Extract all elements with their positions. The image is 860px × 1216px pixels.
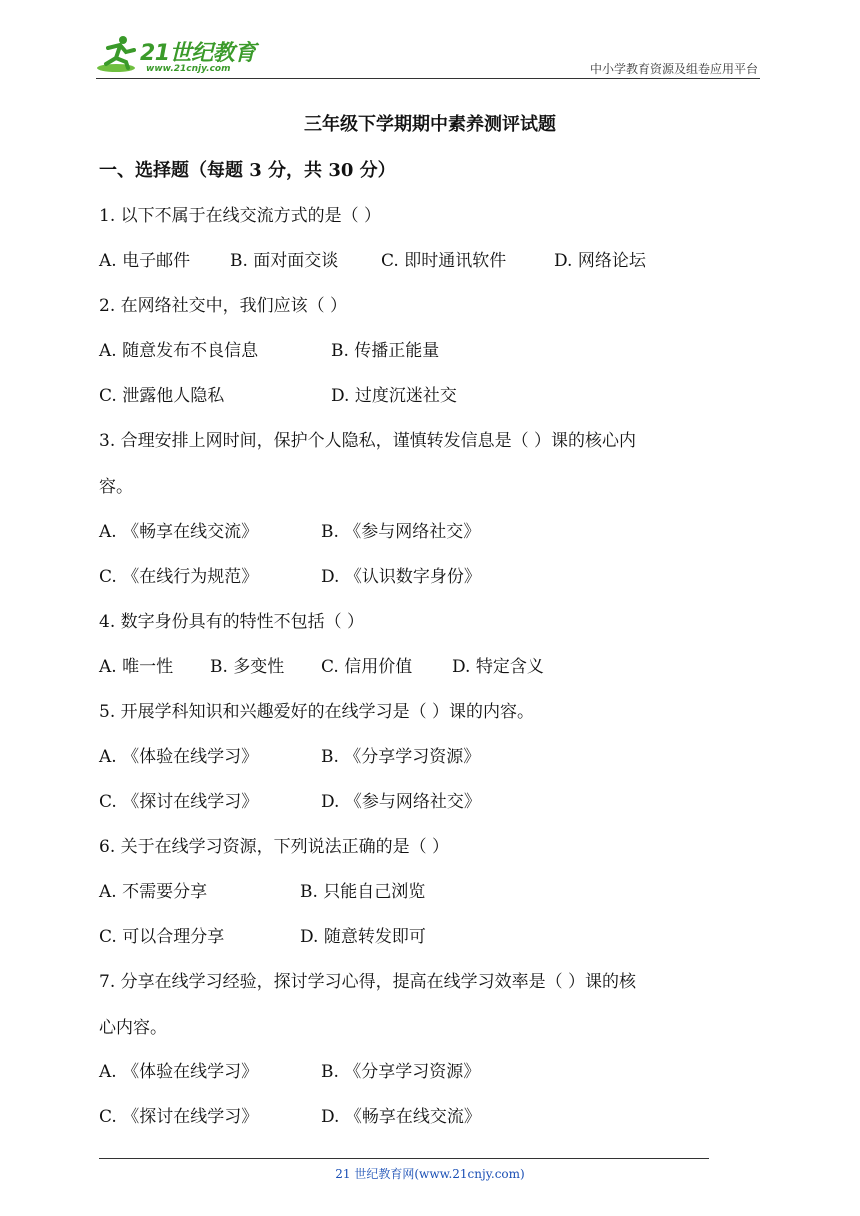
option-c: C. 《在线行为规范》: [99, 567, 259, 587]
option-d: D. 网络论坛: [554, 251, 646, 271]
question-6-stem: 6. 关于在线学习资源，下列说法正确的是（ ）: [99, 837, 450, 857]
option-b: B. 只能自己浏览: [300, 882, 426, 902]
logo-url: www.21cnjy.com: [146, 64, 231, 74]
question-3-options-row1: [99, 517, 739, 541]
question-2-options-row2: [99, 381, 739, 405]
question-6-options-row2: [99, 922, 739, 946]
question-4-stem: 4. 数字身份具有的特性不包括（ ）: [99, 612, 365, 632]
header-tagline: 中小学教育资源及组卷应用平台: [589, 62, 758, 76]
logo-text: 21世纪教育: [140, 41, 256, 66]
option-a: A. 唯一性: [99, 657, 174, 677]
question-5-stem: 5. 开展学科知识和兴趣爱好的在线学习是（ ）课的内容。: [99, 702, 535, 722]
question-3-stem: 3. 合理安排上网时间，保护个人隐私，谨慎转发信息是（ ）课的核心内: [99, 431, 637, 451]
question-2-options-row1: [99, 336, 739, 360]
question-7-stem: 7. 分享在线学习经验，探讨学习心得，提高在线学习效率是（ ）课的核: [99, 972, 637, 992]
question-1-options: [99, 246, 739, 270]
option-b: B. 多变性: [210, 657, 285, 677]
option-b: B. 传播正能量: [331, 341, 440, 361]
option-d: D. 《认识数字身份》: [321, 567, 481, 587]
question-5-options-row1: [99, 742, 739, 766]
option-d: D. 随意转发即可: [300, 927, 426, 947]
question-1-stem: 1. 以下不属于在线交流方式的是（ ）: [99, 206, 382, 226]
option-d: D. 《畅享在线交流》: [321, 1107, 481, 1127]
header-divider: [96, 78, 760, 79]
option-d: D. 《参与网络社交》: [321, 792, 481, 812]
question-6-options-row1: [99, 877, 739, 901]
option-b: B. 面对面交谈: [230, 251, 339, 271]
site-logo: [96, 30, 266, 78]
question-3-stem-cont: 容。: [99, 477, 133, 497]
runner-logo-icon: [96, 34, 140, 74]
option-b: B. 《参与网络社交》: [321, 522, 481, 542]
option-c: C. 信用价值: [321, 657, 413, 677]
option-a: A. 《体验在线学习》: [99, 747, 259, 767]
option-a: A. 电子邮件: [99, 251, 191, 271]
page-header: [96, 30, 760, 80]
section-heading: 一、选择题（每题 3 分，共 30 分）: [99, 160, 396, 181]
question-7-stem-cont: 心内容。: [99, 1018, 167, 1038]
option-c: C. 即时通讯软件: [381, 251, 507, 271]
question-7-options-row1: [99, 1057, 739, 1081]
question-4-options: [99, 652, 739, 676]
page-title: 三年级下学期期中素养测评试题: [304, 114, 556, 135]
option-c: C. 可以合理分享: [99, 927, 225, 947]
option-a: A. 随意发布不良信息: [99, 341, 259, 361]
option-a: A. 《畅享在线交流》: [99, 522, 259, 542]
option-a: A. 《体验在线学习》: [99, 1062, 259, 1082]
footer-divider: [99, 1158, 709, 1159]
option-d: D. 特定含义: [452, 657, 544, 677]
question-3-options-row2: [99, 562, 739, 586]
option-d: D. 过度沉迷社交: [331, 386, 457, 406]
option-b: B. 《分享学习资源》: [321, 1062, 481, 1082]
option-c: C. 《探讨在线学习》: [99, 792, 259, 812]
option-c: C. 《探讨在线学习》: [99, 1107, 259, 1127]
option-a: A. 不需要分享: [99, 882, 208, 902]
question-7-options-row2: [99, 1102, 739, 1126]
footer-link[interactable]: 21 世纪教育网(www.21cnjy.com): [335, 1167, 525, 1181]
question-2-stem: 2. 在网络社交中，我们应该（ ）: [99, 296, 348, 316]
option-c: C. 泄露他人隐私: [99, 386, 225, 406]
option-b: B. 《分享学习资源》: [321, 747, 481, 767]
question-5-options-row2: [99, 787, 739, 811]
